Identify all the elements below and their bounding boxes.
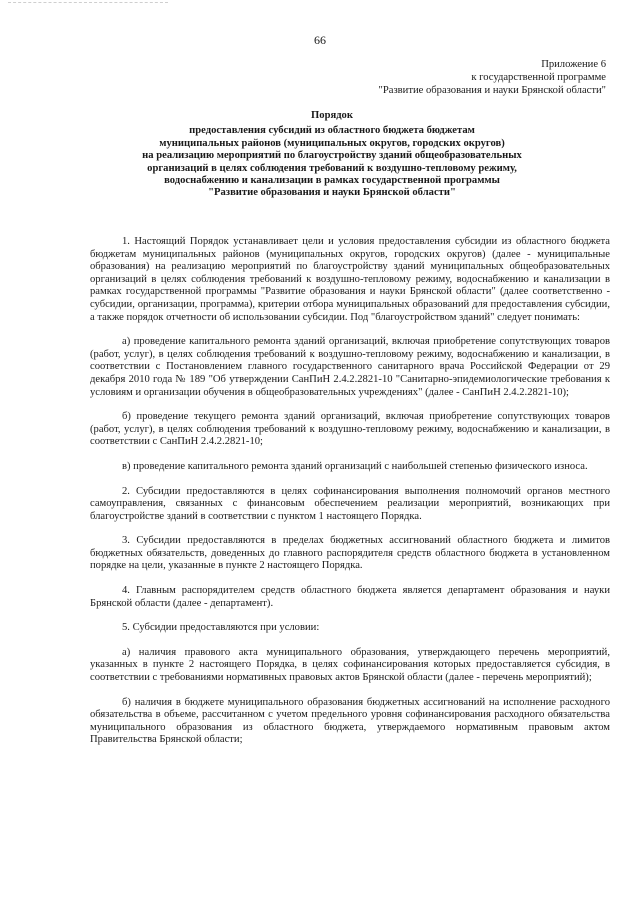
- paragraph-5b: б) наличия в бюджете муниципального образования бюджетных ассигнований на исполнение расходного обязательства в объеме, рассчитанном с учетом предельного уровня софинансирования расходного обязательства муниципального образования из областного бюджета, утверждаемого нормативным правовым актом Правительства Брянской области;: [90, 696, 610, 746]
- title-line: муниципальных районов (муниципальных округов, городских округов): [159, 137, 505, 149]
- paragraph-3: 3. Субсидии предоставляются в пределах бюджетных ассигнований областного бюджета и лимитов бюджетных обязательств, доведенных до главного распорядителя средств областного бюджета в установленном порядке на цели, указанные в пункте 2 настоящего Порядка.: [90, 535, 610, 572]
- paragraph-1: 1. Настоящий Порядок устанавливает цели и условия предоставления субсидии из областного бюджета бюджетам муниципальных районов (муниципальных округов, городских округов) (далее - муниципальные образования) на реализацию мероприятий по благоустройству зданий муниципальных общеобразовательных организаций в целях соблюдения требований к воздушно-тепловому режиму, водоснабжению и канализации в рамках государственной программы "Развитие образования и науки Брянской области" (далее соответственно - субсидии, организации, программа), критерии отбора муниципальных образований для предоставления субсидии, а также порядок отчетности об использовании субсидии. Под "благоустройством зданий" следует понимать:: [90, 236, 610, 323]
- appendix-header: [379, 58, 606, 97]
- appendix-line-2: к государственной программе: [471, 72, 606, 83]
- document-title: [120, 110, 544, 200]
- document-body: [90, 236, 610, 759]
- paragraph-1b: б) проведение текущего ремонта зданий организаций, включая приобретение сопутствующих товаров (работ, услуг), в целях соблюдения требований к воздушно-тепловому режиму, водоснабжению и канализации, в соответствии с СанПиН 2.4.2.2821-10;: [90, 411, 610, 448]
- title-line: организаций в целях соблюдения требований к воздушно-тепловому режиму,: [147, 162, 517, 174]
- paragraph-5: 5. Субсидии предоставляются при условии:: [122, 622, 320, 634]
- title-head: Порядок: [311, 110, 353, 121]
- appendix-line-1: Приложение 6: [541, 59, 606, 70]
- paragraph-5a: а) наличия правового акта муниципального образования, утверждающего перечень мероприятий, указанных в пункте 2 настоящего Порядка, в целях софинансирования которых предоставляется субсидия, в соответствии с требованиями нормативных правовых актов Брянской области (далее - перечень мероприятий);: [90, 646, 610, 684]
- appendix-line-3: "Развитие образования и науки Брянской области": [378, 85, 606, 96]
- title-line: на реализацию мероприятий по благоустройству зданий общеобразовательных: [142, 150, 522, 162]
- paragraph-1c: в) проведение капитального ремонта зданий организаций с наибольшей степенью физического износа.: [122, 460, 588, 472]
- paragraph-4: 4. Главным распорядителем средств областного бюджета является департамент образования и науки Брянской области (далее - департамент).: [90, 585, 610, 609]
- paragraph-2: 2. Субсидии предоставляются в целях софинансирования выполнения полномочий органов местного самоуправления, связанных с финансовым обеспечением реализации мероприятий, возникающих при благоустройстве зданий в соответствии с пунктом 1 настоящего Порядка.: [90, 485, 610, 522]
- paragraph-1a: а) проведение капитального ремонта зданий организаций, включая приобретение сопутствующих товаров (работ, услуг), в целях соблюдения требований к воздушно-тепловому режиму, водоснабжению и канализации, в соответствии с Постановлением главного государственного санитарного врача Российской Федерации от 29 декабря 2010 года № 189 "Об утверждении СанПиН 2.4.2.2821-10 "Санитарно-эпидемиологические требования к условиям и организации обучения в общеобразовательных учреждениях" (далее - СанПиН 2.4.2.2821-10);: [90, 336, 610, 398]
- title-line: водоснабжению и канализации в рамках государственной программы: [164, 175, 500, 187]
- title-line: "Развитие образования и науки Брянской области": [208, 187, 456, 199]
- page-number: 66: [314, 33, 326, 47]
- scan-artifact-line: [8, 2, 168, 4]
- title-line: предоставления субсидий из областного бюджета бюджетам: [189, 125, 475, 137]
